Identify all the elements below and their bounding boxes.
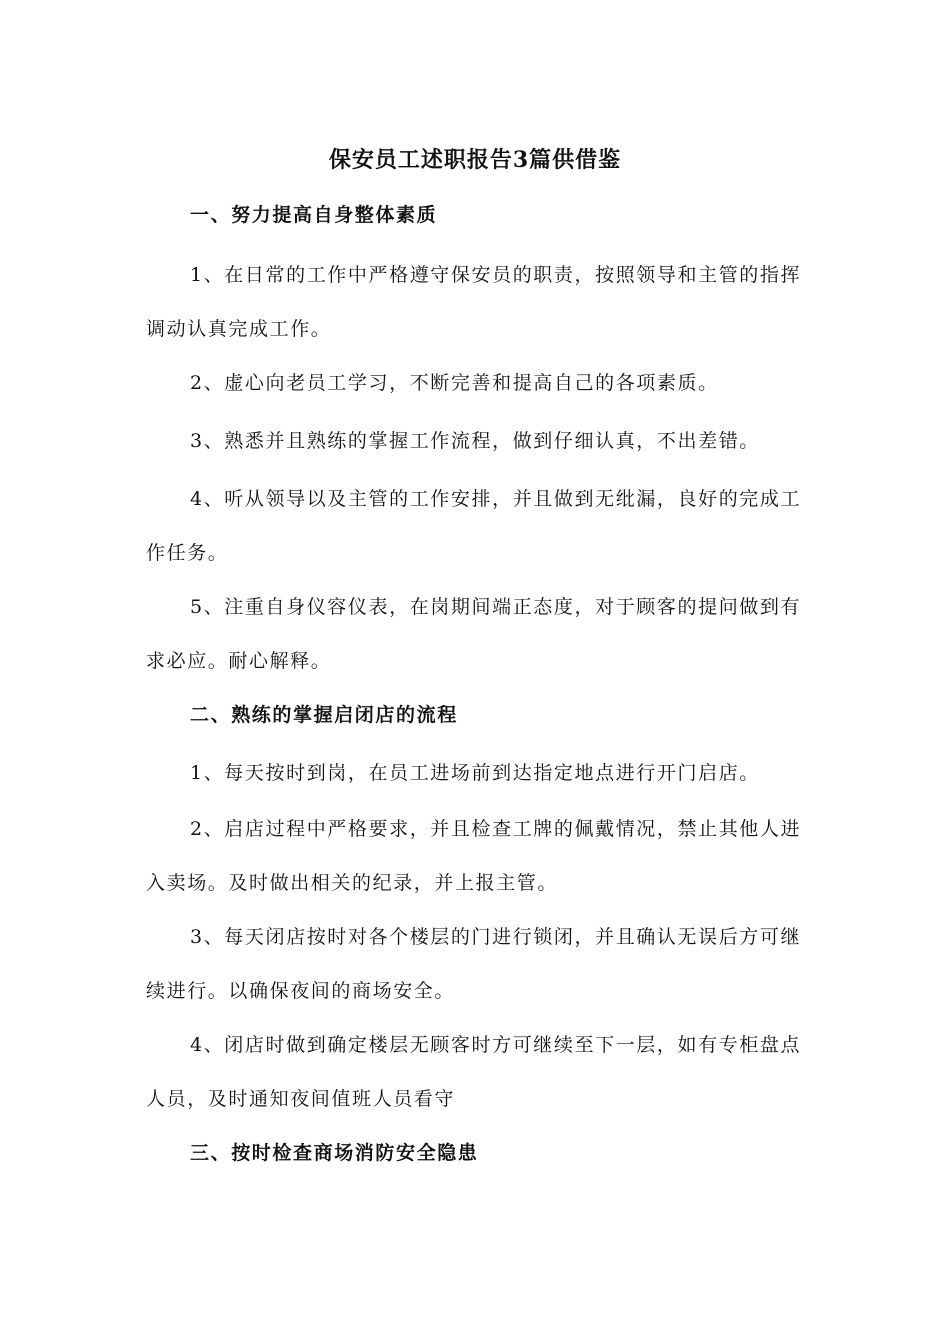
document-title: 保安员工述职报告3篇供借鉴	[328, 147, 622, 173]
paragraph-2-4: 4、闭店时做到确定楼层无顾客时方可继续至下一层，如有专柜盘点人员，及时通知夜间值班人员看守	[146, 1034, 802, 1110]
paragraph-1-3: 3、熟悉并且熟练的掌握工作流程，做到仔细认真，不出差错。	[190, 430, 760, 452]
section-heading-1: 一、努力提高自身整体素质	[190, 204, 438, 226]
paragraph-2-1: 1、每天按时到岗，在员工进场前到达指定地点进行开门启店。	[190, 762, 760, 784]
paragraph-1-5: 5、注重自身仪容仪表，在岗期间端正态度，对于顾客的提问做到有求必应。耐心解释。	[146, 596, 802, 672]
section-heading-3: 三、按时检查商场消防安全隐患	[190, 1142, 479, 1164]
paragraph-1-2: 2、虚心向老员工学习，不断完善和提高自己的各项素质。	[190, 372, 719, 394]
paragraph-1-1: 1、在日常的工作中严格遵守保安员的职责，按照领导和主管的指挥调动认真完成工作。	[146, 264, 802, 340]
paragraph-2-2: 2、启店过程中严格要求，并且检查工牌的佩戴情况，禁止其他人进入卖场。及时做出相关的纪录，并上报主管。	[146, 818, 802, 894]
section-heading-2: 二、熟练的掌握启闭店的流程	[190, 704, 458, 726]
paragraph-2-3: 3、每天闭店按时对各个楼层的门进行锁闭，并且确认无误后方可继续进行。以确保夜间的商场安全。	[146, 926, 802, 1002]
paragraph-1-4: 4、听从领导以及主管的工作安排，并且做到无纰漏，良好的完成工作任务。	[146, 488, 802, 564]
